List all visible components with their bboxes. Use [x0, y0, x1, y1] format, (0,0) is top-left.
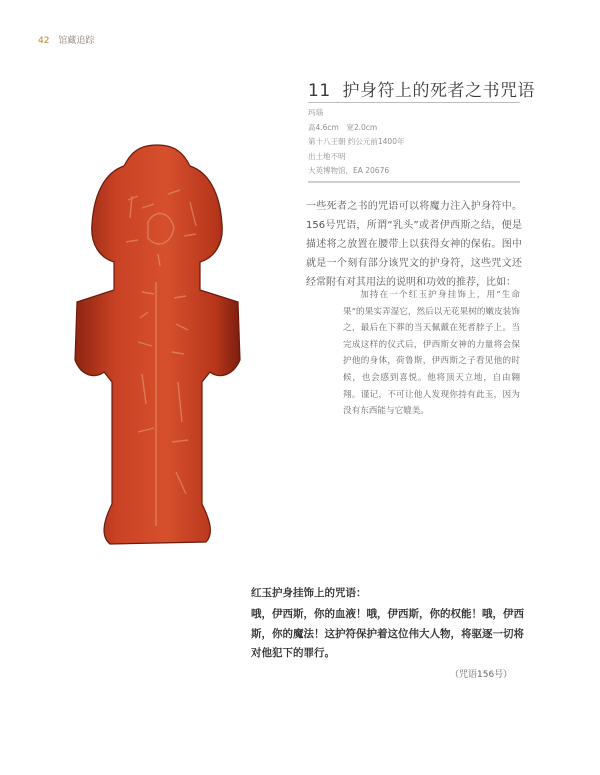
page-number: 42 — [38, 36, 50, 46]
entry-title — [308, 76, 535, 101]
meta-material: 玛瑙 — [308, 108, 323, 117]
meta-period: 第十八王朝 约公元前1400年 — [308, 137, 405, 146]
spell-reference: （咒语156号） — [450, 670, 513, 680]
book-title: 馆藏追踪 — [58, 36, 95, 46]
amulet-photo — [72, 142, 242, 547]
running-header — [38, 33, 94, 46]
entry-number: 11 — [308, 81, 331, 101]
spell-title: 红玉护身挂饰上的咒语： — [251, 587, 367, 599]
title-divider — [308, 102, 520, 103]
object-metadata — [308, 106, 404, 179]
meta-provenance: 出土地不明 — [308, 151, 346, 161]
body-paragraph: 一些死者之书的咒语可以将魔力注入护身符中。156号咒语，所谓“乳头”或者伊西斯之结，便是描述将之放置在腰带上以获得女神的保佑。图中就是一个刻有部分该咒文的护身符，这些咒文还经常附有对其用法的说明和功效的推荐，比如： — [306, 201, 522, 288]
meta-collection: 大英博物馆，EA 20676 — [308, 166, 390, 175]
instruction-quote: 加持在一个红玉护身挂饰上，用“生命果”的果实弄湿它，然后以无花果树的嫩皮装饰之，最后在下葬的当天佩戴在死者脖子上。当完成这样的仪式后，伊西斯女神的力量将会保护他的身体，荷鲁斯，伊西斯之子看见他的时候，也会感到喜悦。他将顶天立地，自由翱翔。谨记，不可让他人发现你持有此玉，因为没有东西能与它媲美。 — [343, 290, 520, 417]
meta-dimensions: 高4.6cm 宽2.0cm — [308, 122, 378, 132]
spell-text: 哦，伊西斯，你的血液！哦，伊西斯，你的权能！哦，伊西斯，你的魔法！这护符保护着这位伟大人物，将驱逐一切将对他犯下的罪行。 — [251, 608, 524, 659]
metadata-divider — [308, 181, 520, 183]
entry-title-text: 护身符上的死者之书咒语 — [342, 81, 536, 101]
